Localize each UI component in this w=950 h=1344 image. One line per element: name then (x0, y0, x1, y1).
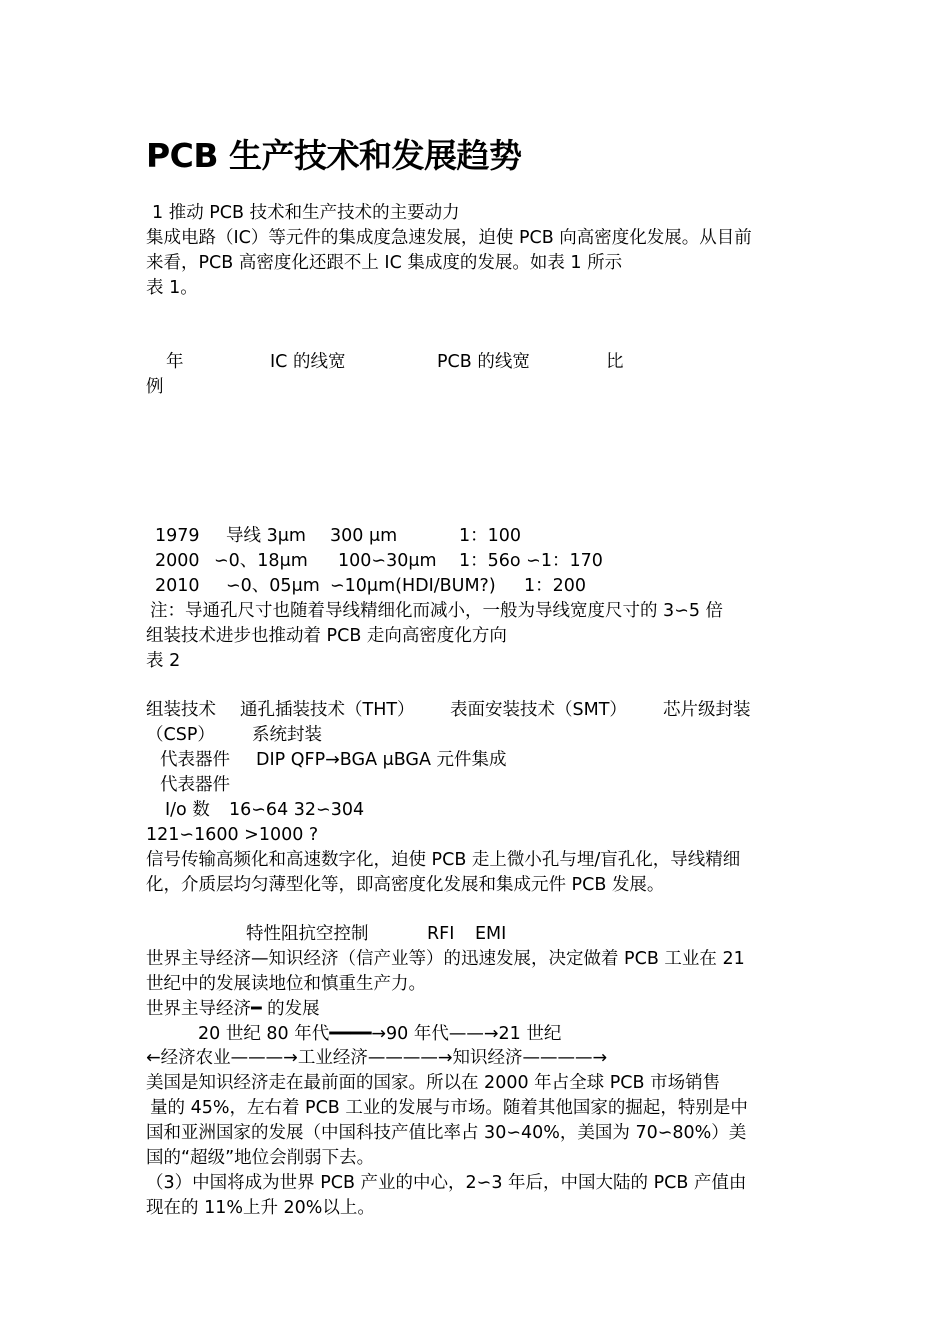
table2-header-smt: 表面安装技术（SMT） (450, 700, 627, 720)
paragraph-line: 国的“超级”地位会削弱下去。 (146, 1148, 375, 1168)
table2-row-label: 代表器件 (160, 750, 230, 770)
table1-row-year: 2000 (155, 551, 200, 571)
paragraph-line: 量的 45%，左右着 PCB 工业的发展与市场。随着其他国家的掘起，特别是中 (150, 1098, 748, 1118)
table1-header-pcb-width: PCB 的线宽 (437, 352, 530, 372)
paragraph-line: （3）中国将成为世界 PCB 产业的中心，2∽3 年后，中国大陆的 PCB 产值由 (146, 1173, 747, 1193)
table2-header-assembly: 组装技术 (146, 700, 216, 720)
table1-header-year: 年 (166, 352, 184, 372)
table1-row-ic: ∽0、05μm (226, 576, 320, 596)
table2-row-value: 16∽64 32∽304 (229, 800, 365, 820)
paragraph-line: 组装技术进步也推动着 PCB 走向高密度化方向 (146, 626, 507, 646)
table-label: 表 1。 (146, 278, 198, 298)
paragraph-line: 集成电路（IC）等元件的集成度急速发展，迫使 PCB 向高密度化发展。从目前 (146, 228, 752, 248)
timeline-line: ←经济农业———→工业经济————→知识经济————→ (146, 1048, 608, 1068)
table1-row-ic: ∽0、18μm (214, 551, 308, 571)
table1-row-ratio: 1：200 (524, 576, 587, 596)
table2-header-csp-wrap: （CSP） (146, 725, 215, 745)
table1-row-ratio: 1：56o ∽1：170 (459, 551, 603, 571)
paragraph-line: 世界主导经济━ 的发展 (146, 999, 320, 1019)
keyword-impedance: 特性阻抗空控制 (246, 924, 369, 944)
table2-row-label: 代表器件 (160, 775, 230, 795)
table1-header-ratio-wrap: 例 (146, 377, 164, 397)
table1-header-ratio: 比 (606, 352, 624, 372)
table2-header-system: 系统封装 (252, 725, 322, 745)
table1-row-pcb: 100∽30μm (338, 551, 437, 571)
paragraph-line: 信号传输高频化和高速数字化，迫使 PCB 走上微小孔与埋/盲孔化，导线精细 (146, 850, 741, 870)
table1-row-pcb: 300 μm (330, 526, 398, 546)
paragraph-line: 来看，PCB 高密度化还跟不上 IC 集成度的发展。如表 1 所示 (146, 253, 623, 273)
table-label: 表 2 (146, 651, 181, 671)
paragraph-line: 国和亚洲国家的发展（中国科技产值比率占 30∽40%，美国为 70∽80%）美 (146, 1123, 747, 1143)
table1-note: 注：导通孔尺寸也随着导线精细化而减小，一般为导线宽度尺寸的 3∽5 倍 (150, 601, 724, 621)
table1-header-ic-width: IC 的线宽 (270, 352, 346, 372)
paragraph-line: 现在的 11%上升 20%以上。 (146, 1198, 375, 1218)
table2-row-value: DIP QFP→BGA μBGA 元件集成 (256, 750, 507, 770)
table1-row-ratio: 1：100 (459, 526, 522, 546)
paragraph-line: 化，介质层均匀薄型化等，即高密度化发展和集成元件 PCB 发展。 (146, 875, 665, 895)
paragraph-line: 世界主导经济—知识经济（信产业等）的迅速发展，决定做着 PCB 工业在 21 (146, 949, 745, 969)
table1-row-year: 1979 (155, 526, 200, 546)
table1-row-pcb: ∽10μm(HDI/BUM?) (330, 576, 496, 596)
document-title: PCB 生产技术和发展趋势 (146, 136, 522, 175)
table2-header-csp: 芯片级封装 (663, 700, 751, 720)
keyword-rfi: RFI (427, 924, 455, 944)
table2-row-value: 121∽1600 >1000 ? (146, 825, 319, 845)
paragraph-line: 美国是知识经济走在最前面的国家。所以在 2000 年占全球 PCB 市场销售 (146, 1073, 721, 1093)
table2-header-tht: 通孔插装技术（THT） (240, 700, 415, 720)
table1-row-ic: 导线 3μm (226, 526, 306, 546)
section-heading: 1 推动 PCB 技术和生产技术的主要动力 (152, 203, 460, 223)
paragraph-line: 世纪中的发展读地位和慎重生产力。 (146, 974, 426, 994)
keyword-emi: EMI (475, 924, 507, 944)
timeline-line: 20 世纪 80 年代━━━━→90 年代——→21 世纪 (198, 1024, 562, 1044)
table1-row-year: 2010 (155, 576, 200, 596)
table2-row-label: I/o 数 (165, 800, 210, 820)
